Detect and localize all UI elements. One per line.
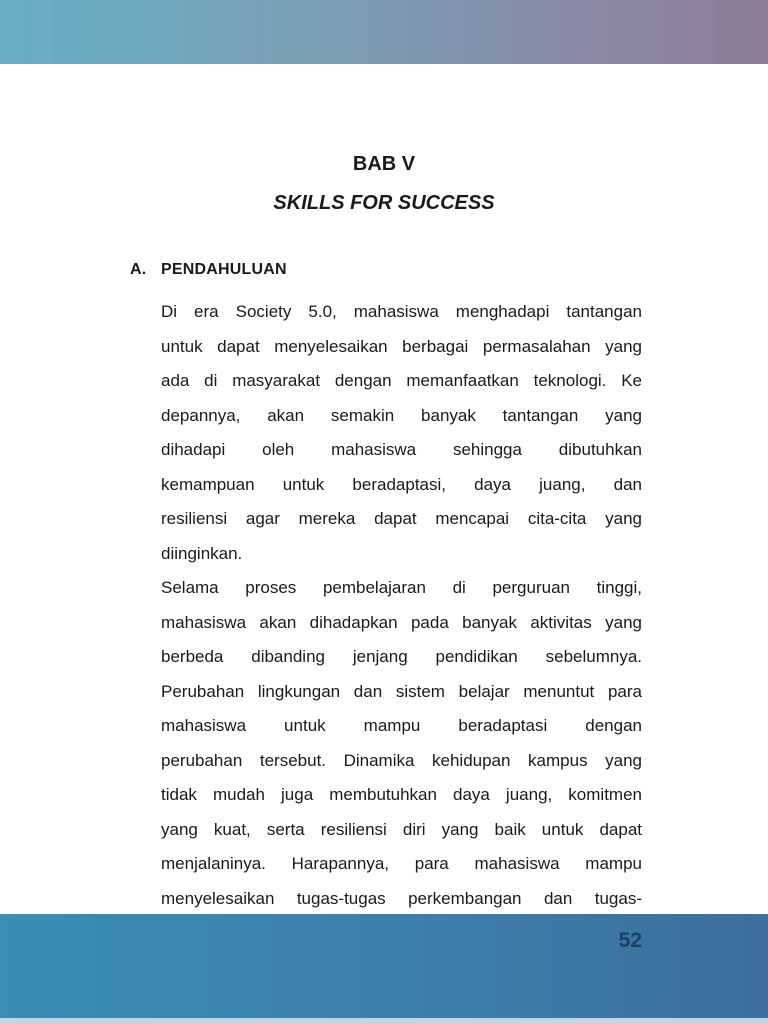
section-title: PENDAHULUAN — [161, 261, 287, 278]
body-line: menyelesaikan tugas-tugas perkembangan dan tugas- — [161, 888, 642, 908]
body-line: perubahan tersebut. Dinamika kehidupan kampus yang — [161, 750, 642, 770]
footer-band — [0, 914, 768, 1024]
body-line: resiliensi agar mereka dapat mencapai cita-cita yang — [161, 509, 642, 528]
body-line: berbeda dibanding jenjang pendidikan sebelumnya. — [161, 647, 642, 666]
body-line: Di era Society 5.0, mahasiswa menghadapi tantangan — [161, 302, 642, 321]
body-line: Perubahan lingkungan dan sistem belajar menuntut para — [161, 681, 642, 701]
body-line: diinginkan. — [161, 543, 243, 563]
body-line: kemampuan untuk beradaptasi, daya juang, dan — [161, 474, 642, 494]
body-text — [161, 295, 642, 916]
body-line: menjalaninya. Harapannya, para mahasiswa mampu — [161, 854, 642, 873]
section-heading — [130, 261, 287, 279]
body-line: tidak mudah juga membutuhkan daya juang, komitmen — [161, 785, 642, 804]
body-line: mahasiswa akan dihadapkan pada banyak aktivitas yang — [161, 612, 642, 632]
section-letter: A. — [130, 261, 147, 278]
body-line: untuk dapat menyelesaikan berbagai permasalahan yang — [161, 336, 642, 356]
body-line: dihadapi oleh mahasiswa sehingga dibutuhkan — [161, 440, 642, 459]
page-number: 52 — [618, 929, 642, 952]
body-line: depannya, akan semakin banyak tantangan yang — [161, 405, 642, 425]
body-line: yang kuat, serta resiliensi diri yang baik untuk dapat — [161, 819, 642, 839]
header-band — [0, 0, 768, 64]
footer-edge — [0, 1018, 768, 1024]
body-line: Selama proses pembelajaran di perguruan tinggi, — [161, 578, 642, 597]
chapter-title: SKILLS FOR SUCCESS — [273, 192, 495, 214]
body-line: mahasiswa untuk mampu beradaptasi dengan — [161, 716, 642, 735]
chapter-label: BAB V — [352, 153, 416, 175]
body-line: ada di masyarakat dengan memanfaatkan teknologi. Ke — [161, 371, 642, 390]
